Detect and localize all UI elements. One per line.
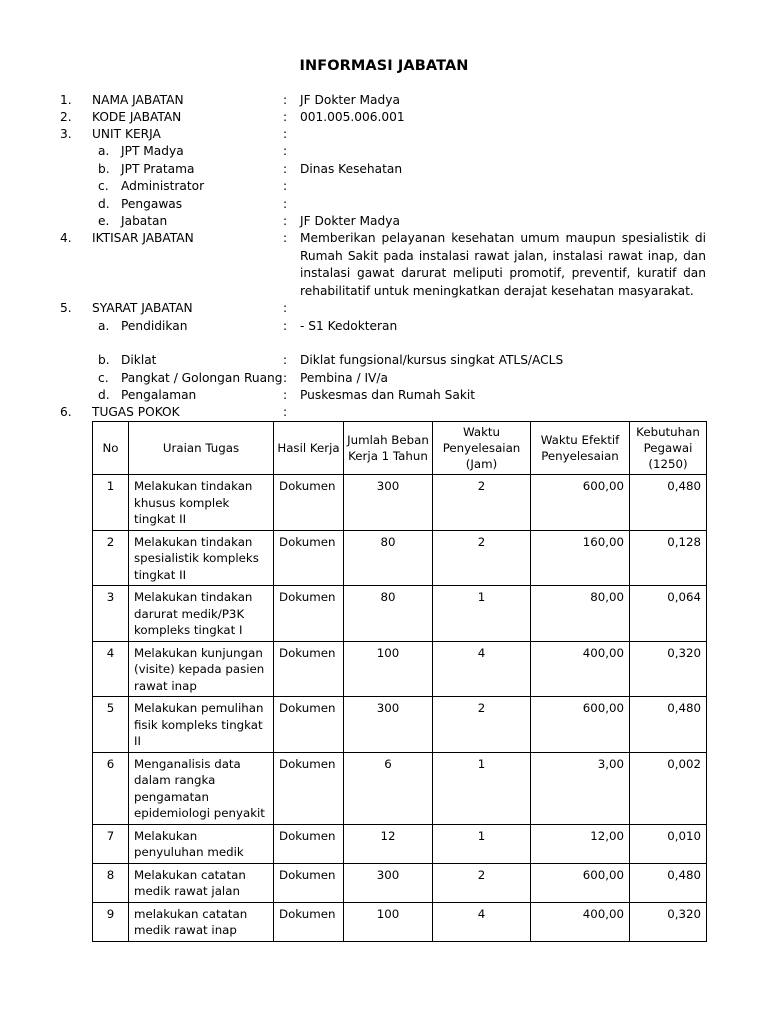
cell-kebutuhan: 0,010 [630,824,707,863]
cell-jumlah: 300 [344,475,433,531]
cell-kebutuhan: 0,128 [630,530,707,586]
cell-jumlah: 100 [344,641,433,697]
cell-waktu: 2 [433,697,531,753]
cell-no: 4 [93,641,129,697]
field-label: UNIT KERJA [92,127,161,141]
colon: : [283,301,288,315]
cell-jumlah: 80 [344,530,433,586]
cell-no: 5 [93,697,129,753]
colon: : [283,93,288,107]
cell-efektif: 80,00 [531,586,630,642]
cell-uraian: Melakukan catatan medik rawat jalan [129,863,274,902]
sub-letter: c. [98,179,109,193]
cell-hasil: Dokumen [274,697,344,753]
cell-hasil: Dokumen [274,586,344,642]
cell-kebutuhan: 0,480 [630,697,707,753]
sub-label: Administrator [121,179,205,193]
cell-efektif: 600,00 [531,863,630,902]
field-number: 4. [60,231,72,245]
sub-label: Jabatan [121,214,168,228]
sub-value: Puskesmas dan Rumah Sakit [300,388,476,402]
sub-letter: b. [98,162,110,176]
table-row [93,475,707,531]
cell-uraian: Melakukan kunjungan (visite) kepada pasien rawat inap [129,641,274,697]
cell-no: 9 [93,902,129,941]
field-label: TUGAS POKOK [92,405,180,419]
sub-label: Diklat [121,353,157,367]
colon: : [283,231,288,245]
cell-jumlah: 12 [344,824,433,863]
cell-waktu: 1 [433,752,531,824]
colon: : [283,162,288,176]
field-number: 2. [60,110,72,124]
iktisar-paragraph: Memberikan pelayanan kesehatan umum maupun spesialistik di Rumah Sakit pada instalasi rawat jalan, instalasi rawat inap, dan instalasi gawat darurat meliputi promotif, preventif, kuratif dan rehabilitatif untuk meningkatkan derajat kesehatan masyarakat. [300,231,706,298]
cell-waktu: 1 [433,824,531,863]
sub-letter: a. [98,319,110,333]
sub-letter: b. [98,353,110,367]
field-number: 3. [60,127,72,141]
sub-letter: e. [98,214,110,228]
sub-value: JF Dokter Madya [300,214,400,228]
sub-label: Pengawas [121,197,183,211]
cell-hasil: Dokumen [274,641,344,697]
cell-kebutuhan: 0,480 [630,863,707,902]
cell-uraian: Melakukan tindakan spesialistik kompleks tingkat II [129,530,274,586]
field-label: KODE JABATAN [92,110,182,124]
cell-jumlah: 80 [344,586,433,642]
cell-waktu: 4 [433,902,531,941]
sub-label: JPT Pratama [121,162,195,176]
cell-hasil: Dokumen [274,902,344,941]
cell-waktu: 2 [433,475,531,531]
cell-hasil: Dokumen [274,863,344,902]
colon: : [283,319,288,333]
sub-value: - S1 Kedokteran [300,319,398,333]
cell-uraian: Melakukan tindakan darurat medik/P3K kompleks tingkat I [129,586,274,642]
cell-efektif: 400,00 [531,902,630,941]
cell-efektif: 3,00 [531,752,630,824]
field-number: 1. [60,93,72,107]
header-no: No [93,422,129,475]
header-hasil-kerja: Hasil Kerja [274,422,344,475]
table-row [93,586,707,642]
table-row [93,530,707,586]
table-row [93,697,707,753]
header-waktu-penyelesaian: Waktu Penyelesaian (Jam) [433,422,531,475]
tasks-table [92,421,707,942]
cell-kebutuhan: 0,480 [630,475,707,531]
colon: : [283,110,288,124]
field-label: NAMA JABATAN [92,93,184,107]
header-waktu-efektif: Waktu Efektif Penyelesaian [531,422,630,475]
field-label: IKTISAR JABATAN [92,231,194,245]
sub-letter: c. [98,371,109,385]
sub-label: Pangkat / Golongan Ruang [121,371,283,385]
sub-value: Dinas Kesehatan [300,162,403,176]
cell-no: 7 [93,824,129,863]
table-row [93,902,707,941]
cell-uraian: Melakukan penyuluhan medik [129,824,274,863]
cell-no: 2 [93,530,129,586]
colon: : [283,214,288,228]
table-row [93,824,707,863]
cell-jumlah: 6 [344,752,433,824]
field-value: 001.005.006.001 [300,110,405,124]
cell-efektif: 160,00 [531,530,630,586]
header-jumlah-beban: Jumlah Beban Kerja 1 Tahun [344,422,433,475]
table-row [93,641,707,697]
sub-value: Diklat fungsional/kursus singkat ATLS/ACLS [300,353,564,367]
colon: : [283,371,288,385]
cell-uraian: Melakukan pemulihan fisik kompleks tingkat II [129,697,274,753]
cell-uraian: Melakukan tindakan khusus komplek tingkat II [129,475,274,531]
cell-uraian: Menganalisis data dalam rangka pengamatan epidemiologi penyakit [129,752,274,824]
colon: : [283,197,288,211]
table-header-row [93,422,707,475]
cell-kebutuhan: 0,320 [630,902,707,941]
field-number: 5. [60,301,72,315]
page-title: INFORMASI JABATAN [299,58,469,74]
sub-letter: d. [98,388,110,402]
table-row [93,863,707,902]
cell-uraian: melakukan catatan medik rawat inap [129,902,274,941]
cell-no: 3 [93,586,129,642]
colon: : [283,405,288,419]
colon: : [283,144,288,158]
cell-waktu: 4 [433,641,531,697]
cell-kebutuhan: 0,064 [630,586,707,642]
sub-label: JPT Madya [121,144,184,158]
cell-jumlah: 300 [344,863,433,902]
cell-hasil: Dokumen [274,752,344,824]
cell-hasil: Dokumen [274,475,344,531]
table-row [93,752,707,824]
sub-letter: d. [98,197,110,211]
colon: : [283,353,288,367]
colon: : [283,127,288,141]
sub-value: Pembina / IV/a [300,371,388,385]
cell-efektif: 12,00 [531,824,630,863]
cell-hasil: Dokumen [274,824,344,863]
header-uraian-tugas: Uraian Tugas [129,422,274,475]
field-value: JF Dokter Madya [300,93,400,107]
cell-efektif: 600,00 [531,697,630,753]
cell-no: 8 [93,863,129,902]
cell-no: 6 [93,752,129,824]
sub-label: Pendidikan [121,319,188,333]
cell-no: 1 [93,475,129,531]
cell-efektif: 600,00 [531,475,630,531]
cell-jumlah: 100 [344,902,433,941]
field-number: 6. [60,405,72,419]
cell-efektif: 400,00 [531,641,630,697]
sub-letter: a. [98,144,110,158]
cell-waktu: 2 [433,863,531,902]
sub-label: Pengalaman [121,388,197,402]
cell-waktu: 1 [433,586,531,642]
cell-jumlah: 300 [344,697,433,753]
cell-kebutuhan: 0,002 [630,752,707,824]
cell-waktu: 2 [433,530,531,586]
colon: : [283,179,288,193]
header-kebutuhan-pegawai: Kebutuhan Pegawai (1250) [630,422,707,475]
cell-hasil: Dokumen [274,530,344,586]
colon: : [283,388,288,402]
field-label: SYARAT JABATAN [92,301,193,315]
cell-kebutuhan: 0,320 [630,641,707,697]
